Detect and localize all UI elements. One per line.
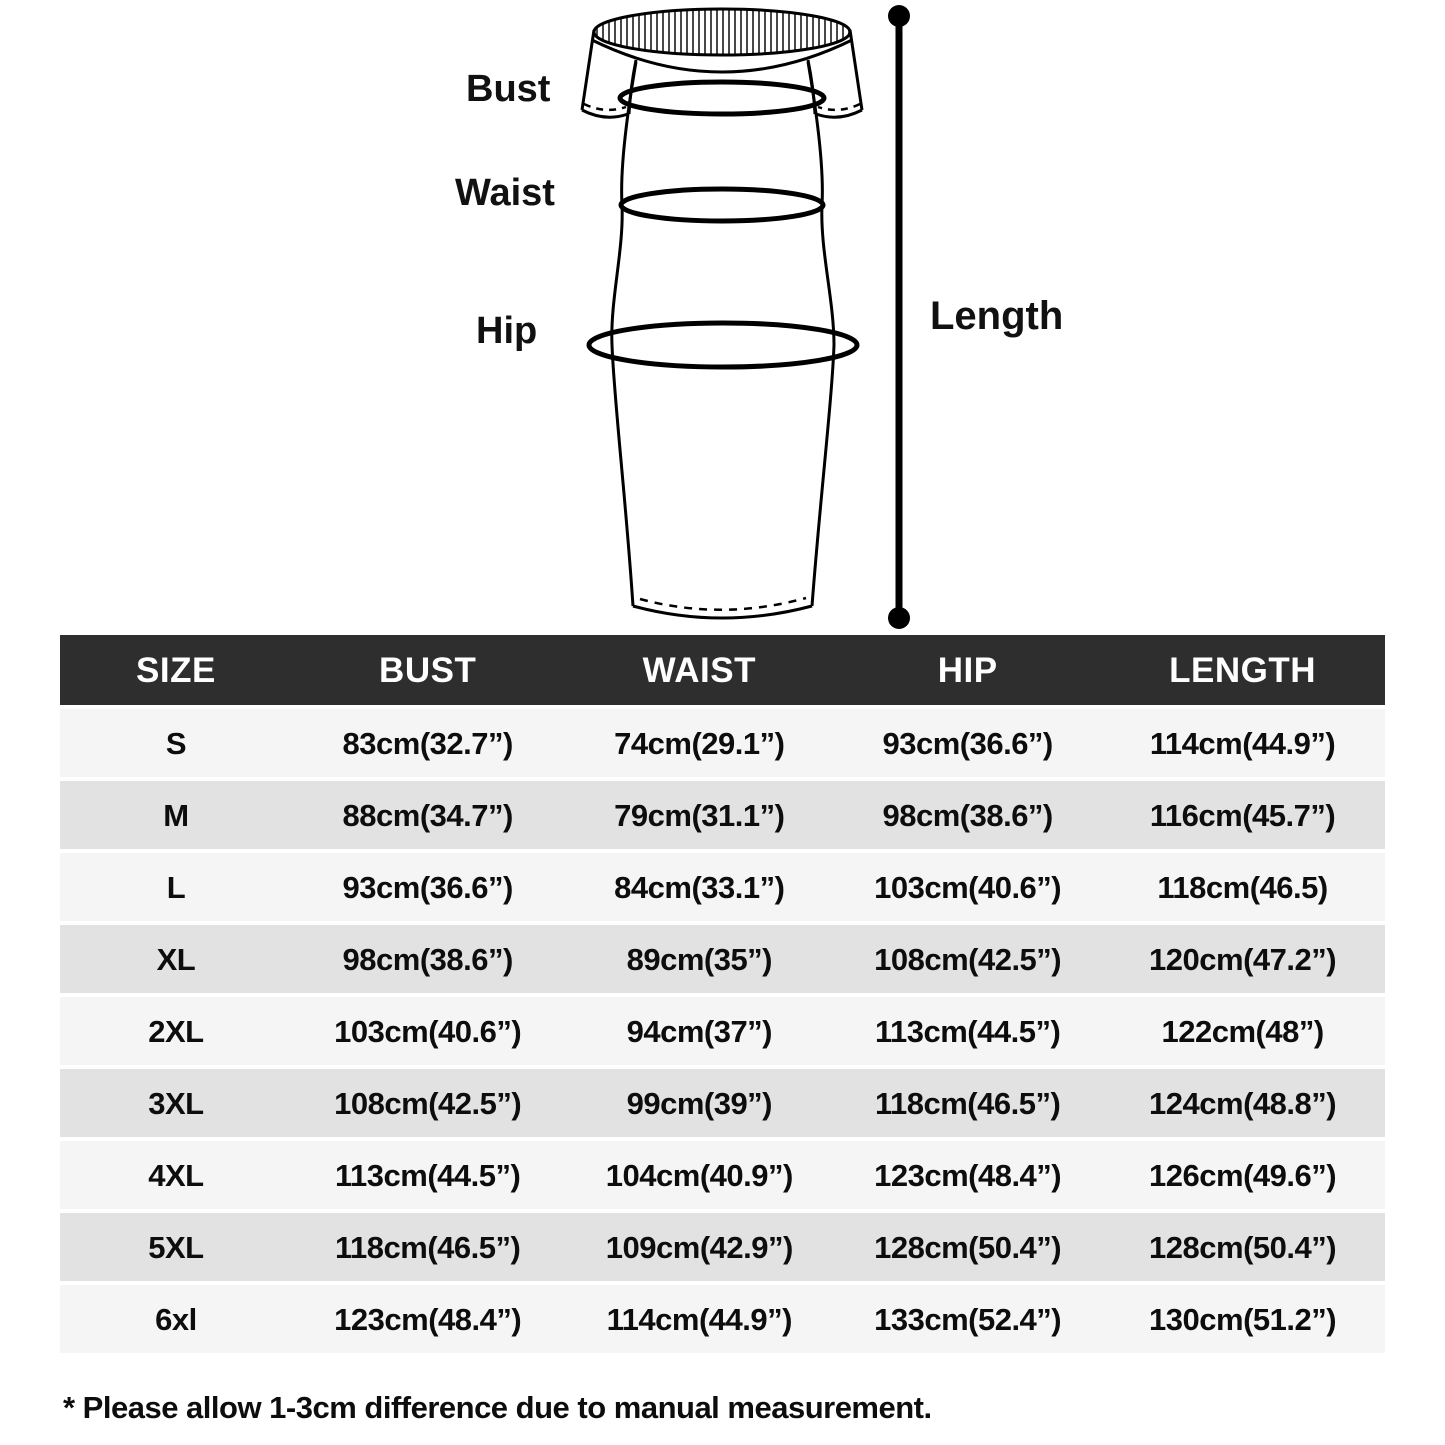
size-cell: 4XL xyxy=(148,1157,204,1193)
table-row xyxy=(60,1069,1385,1137)
measurement-diagram xyxy=(0,0,1445,635)
length-line-bottom-dot xyxy=(888,607,910,629)
measurement-cell: 126cm(49.6”) xyxy=(1149,1157,1337,1193)
measurement-cell: 99cm(39”) xyxy=(626,1085,773,1121)
measurement-cell: 122cm(48”) xyxy=(1161,1013,1324,1049)
measurement-cell: 113cm(44.5”) xyxy=(335,1157,521,1193)
table-row xyxy=(60,1285,1385,1353)
size-cell: XL xyxy=(156,941,196,977)
table-row xyxy=(60,781,1385,849)
dress-body-outline xyxy=(612,62,834,618)
measurement-cell: 109cm(42.9”) xyxy=(605,1229,793,1265)
measurement-cell: 74cm(29.1”) xyxy=(614,725,785,761)
measurement-cell: 103cm(40.6”) xyxy=(334,1013,522,1049)
measurement-cell: 89cm(35”) xyxy=(626,941,773,977)
table-row xyxy=(60,997,1385,1065)
size-cell: 5XL xyxy=(148,1229,204,1265)
measurement-cell: 108cm(42.5”) xyxy=(334,1085,522,1121)
size-cell: S xyxy=(165,725,187,761)
measurement-note: * Please allow 1-3cm difference due to manual measurement. xyxy=(63,1390,932,1425)
measurement-cell: 93cm(36.6”) xyxy=(882,725,1053,761)
measurement-cell: 120cm(47.2”) xyxy=(1149,941,1337,977)
size-cell: 3XL xyxy=(148,1085,204,1121)
hip-ellipse xyxy=(589,323,857,367)
table-header-row xyxy=(60,635,1385,705)
measurement-cell: 124cm(48.8”) xyxy=(1149,1085,1337,1121)
measurement-cell: 88cm(34.7”) xyxy=(342,797,513,833)
length-line-top-dot xyxy=(888,5,910,27)
measurement-cell: 83cm(32.7”) xyxy=(342,725,513,761)
length-label: Length xyxy=(930,294,1064,338)
neckline-band xyxy=(594,9,850,55)
measurement-cell: 114cm(44.9”) xyxy=(1149,725,1336,761)
measurement-cell: 118cm(46.5”) xyxy=(335,1229,521,1265)
bust-ellipse xyxy=(620,82,824,114)
measurement-cell: 94cm(37”) xyxy=(626,1013,773,1049)
header-length: LENGTH xyxy=(1169,650,1316,690)
measurement-cell: 123cm(48.4”) xyxy=(874,1157,1062,1193)
measurement-cell: 128cm(50.4”) xyxy=(874,1229,1062,1265)
dress-diagram-svg xyxy=(0,0,1445,635)
size-cell: M xyxy=(163,797,189,833)
measurement-cell: 114cm(44.9”) xyxy=(606,1301,792,1337)
size-cell: 6xl xyxy=(155,1301,197,1337)
header-hip: HIP xyxy=(937,650,998,690)
measurement-cell: 123cm(48.4”) xyxy=(334,1301,522,1337)
measurement-cell: 103cm(40.6”) xyxy=(874,869,1062,905)
measurement-cell: 98cm(38.6”) xyxy=(342,941,513,977)
size-table xyxy=(60,635,1385,1357)
size-cell: L xyxy=(166,869,186,905)
measurement-cell: 113cm(44.5”) xyxy=(874,1013,1061,1049)
left-sleeve-cuff-dashed xyxy=(584,104,626,110)
waist-ellipse xyxy=(621,189,823,221)
right-sleeve-cuff-dashed xyxy=(818,104,860,110)
measurement-cell: 118cm(46.5) xyxy=(1157,869,1328,905)
measurement-cell: 104cm(40.9”) xyxy=(605,1157,793,1193)
hip-label: Hip xyxy=(476,310,538,352)
measurement-cell: 130cm(51.2”) xyxy=(1149,1301,1337,1337)
measurement-cell: 84cm(33.1”) xyxy=(614,869,785,905)
table-row xyxy=(60,925,1385,993)
header-size: SIZE xyxy=(136,650,216,690)
measurement-cell: 108cm(42.5”) xyxy=(874,941,1062,977)
table-body xyxy=(60,709,1385,1353)
size-cell: 2XL xyxy=(148,1013,204,1049)
measurement-cell: 118cm(46.5”) xyxy=(874,1085,1061,1121)
header-bust: BUST xyxy=(379,650,477,690)
table-row xyxy=(60,853,1385,921)
header-waist: WAIST xyxy=(642,650,756,690)
measurement-cell: 128cm(50.4”) xyxy=(1149,1229,1337,1265)
measurement-cell: 133cm(52.4”) xyxy=(874,1301,1062,1337)
table-row xyxy=(60,1213,1385,1281)
measurement-cell: 116cm(45.7”) xyxy=(1149,797,1336,833)
table-row xyxy=(60,1141,1385,1209)
measurement-cell: 93cm(36.6”) xyxy=(342,869,513,905)
table-row xyxy=(60,709,1385,777)
measurement-cell: 98cm(38.6”) xyxy=(882,797,1053,833)
waist-label: Waist xyxy=(455,172,555,214)
bust-label: Bust xyxy=(466,68,551,110)
hem-dashed-line xyxy=(640,598,806,610)
measurement-cell: 79cm(31.1”) xyxy=(614,797,785,833)
